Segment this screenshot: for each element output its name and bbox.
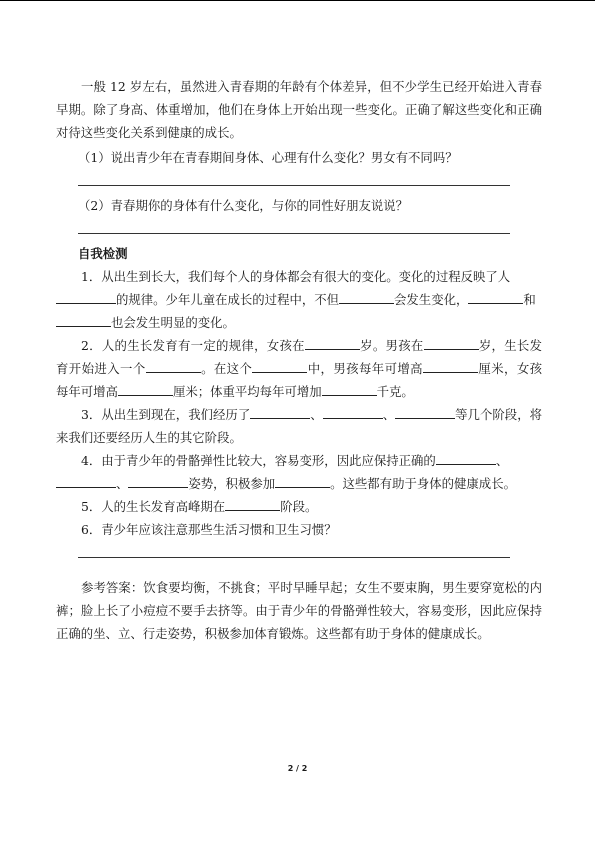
spacer <box>56 566 542 576</box>
item-4-text-d: 姿势，积极参加 <box>188 476 276 491</box>
blank-2-4[interactable] <box>252 359 307 373</box>
blank-4-4[interactable] <box>275 474 330 488</box>
item-4-text-e: 。这些都有助于身体的健康成长。 <box>330 476 516 491</box>
blank-1-3[interactable] <box>468 290 523 304</box>
item-2-text-a: 2．人的生长发育有一定的规律，女孩在 <box>81 338 305 353</box>
question-2: （2）青春期你的身体有什么变化，与你的同性好朋友说说？ <box>78 198 409 213</box>
intro-paragraph: 一般 12 岁左右，虽然进入青春期的年龄有个体差异，但不少学生已经开始进入青春早期。除了身高、体重增加，他们在身体上开始出现一些变化。正确了解这些变化和正确对待这些变化关系到健康的成长。 <box>56 79 542 140</box>
item-1-text-c: 会发生变化， <box>394 292 469 307</box>
item-2-text-c: 岁，生长发育开始进入一个 <box>56 338 543 376</box>
item-1-text-d: 和 <box>523 292 536 307</box>
blank-1-1[interactable] <box>56 290 116 304</box>
item-1-text-b: 的规律。少年儿童在成长的过程中，不但 <box>116 292 340 307</box>
blank-1-2[interactable] <box>339 290 394 304</box>
blank-4-1[interactable] <box>436 451 496 465</box>
item-1-text-e: 也会发生明显的变化。 <box>111 315 235 330</box>
item-3-text-c: 、 <box>382 407 396 422</box>
blank-2-2[interactable] <box>424 336 479 350</box>
blank-3-2[interactable] <box>323 405 383 419</box>
blank-2-1[interactable] <box>305 336 360 350</box>
item-5 <box>56 495 542 518</box>
blank-4-2[interactable] <box>56 474 116 488</box>
item-4-text-b: 、 <box>495 453 509 468</box>
item-2-text-e: 中，男孩每年可增高 <box>307 361 423 376</box>
item-1 <box>56 265 542 334</box>
item-1-text-a: 1．从出生到长大，我们每个人的身体都会有很大的变化。变化的过程反映了人 <box>81 269 511 284</box>
blank-3-1[interactable] <box>250 405 310 419</box>
page-number: 2 / 2 <box>287 764 308 773</box>
question-1: （1）说出青少年在青春期间身体、心理有什么变化？男女有不同吗？ <box>78 150 458 165</box>
answer-line-2[interactable] <box>78 217 510 234</box>
blank-1-4[interactable] <box>56 313 111 327</box>
blank-4-3[interactable] <box>128 474 188 488</box>
page-top-border <box>0 0 595 1</box>
item-2 <box>56 334 542 403</box>
document-body <box>56 75 542 645</box>
item-4-text-c: 、 <box>116 476 129 491</box>
item-4 <box>56 449 542 495</box>
answer-line-6[interactable] <box>78 541 510 558</box>
item-2-text-h: 千克。 <box>376 384 414 399</box>
item-4-text-a: 4．由于青少年的骨骼弹性比较大，容易变形，因此应保持正确的 <box>81 453 436 468</box>
blank-2-6[interactable] <box>118 382 173 396</box>
item-3-text-b: 、 <box>310 407 323 422</box>
answer-line-1[interactable] <box>78 169 510 186</box>
blank-2-7[interactable] <box>322 382 377 396</box>
item-3-text-a: 3．从出生到现在，我们经历了 <box>81 407 251 422</box>
item-5-text-a: 5．人的生长发育高峰期在 <box>81 499 226 514</box>
blank-2-3[interactable] <box>146 359 201 373</box>
section-title: 自我检测 <box>78 246 128 261</box>
blank-3-3[interactable] <box>395 405 455 419</box>
item-2-text-f: 厘米，女孩每年可增高 <box>56 361 543 399</box>
item-2-text-g: 厘米；体重平均每年可增加 <box>172 384 322 399</box>
item-2-text-d: 。在这个 <box>200 361 253 376</box>
blank-5-1[interactable] <box>225 497 280 511</box>
item-6: 6．青少年应该注意那些生活习惯和卫生习惯？ <box>81 522 337 537</box>
item-3-text-d: 等几个阶段，将来我们还要经历人生的其它阶段。 <box>56 407 543 445</box>
item-2-text-b: 岁。男孩在 <box>359 338 424 353</box>
blank-2-5[interactable] <box>423 359 478 373</box>
reference-answer: 参考答案：饮食要均衡，不挑食；平时早睡早起；女生不要束胸，男生要穿宽松的内裤；脸上长了小痘痘不要手去挤等。由于青少年的骨骼弹性较大，容易变形，因此应保持正确的坐、立、行走姿势，积极参加体育锻炼。这些都有助于身体的健康成长。 <box>56 580 542 641</box>
item-3 <box>56 403 542 449</box>
item-5-text-b: 阶段。 <box>280 499 318 514</box>
